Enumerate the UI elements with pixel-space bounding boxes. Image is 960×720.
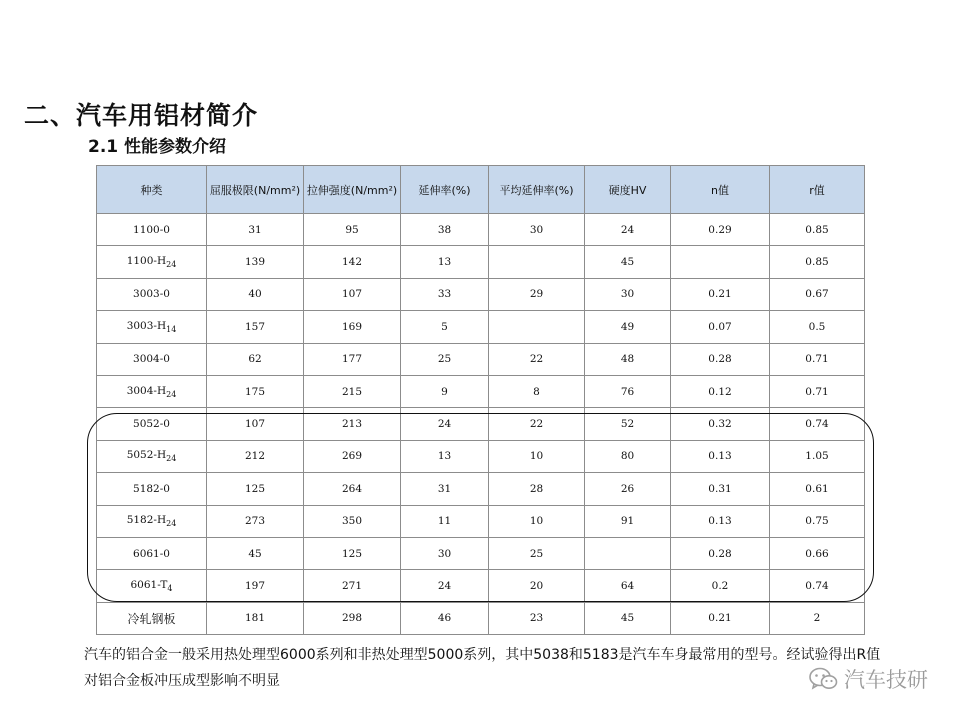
value-cell: 264 — [304, 473, 401, 505]
value-cell: 0.71 — [770, 375, 865, 407]
value-cell: 24 — [401, 408, 489, 440]
value-cell: 2 — [770, 602, 865, 634]
table-row — [97, 375, 865, 407]
value-cell: 0.5 — [770, 311, 865, 343]
value-cell: 298 — [304, 602, 401, 634]
table-body — [97, 214, 865, 635]
value-cell: 10 — [489, 440, 585, 472]
watermark-text: 汽车技研 — [844, 668, 928, 692]
value-cell: 0.85 — [770, 214, 865, 246]
column-header: r值 — [770, 166, 865, 214]
value-cell: 40 — [207, 278, 304, 310]
value-cell: 95 — [304, 214, 401, 246]
value-cell: 30 — [585, 278, 671, 310]
value-cell: 271 — [304, 570, 401, 602]
grade-cell: $3003-H_{14}$ — [97, 311, 207, 343]
value-cell: 26 — [585, 473, 671, 505]
value-cell: 269 — [304, 440, 401, 472]
value-cell: 273 — [207, 505, 304, 537]
value-cell: 25 — [489, 537, 585, 569]
value-cell: 0.61 — [770, 473, 865, 505]
value-cell: 0.29 — [671, 214, 770, 246]
grade-cell: 1100-0 — [97, 214, 207, 246]
value-cell — [489, 311, 585, 343]
value-cell: 46 — [401, 602, 489, 634]
value-cell: 0.32 — [671, 408, 770, 440]
table-row — [97, 570, 865, 602]
value-cell: 107 — [207, 408, 304, 440]
section-subheading: 2.1 性能参数介绍 — [88, 137, 227, 157]
value-cell: 125 — [207, 473, 304, 505]
value-cell: 215 — [304, 375, 401, 407]
section-heading: 二、汽车用铝材简介 — [24, 101, 259, 130]
value-cell: 62 — [207, 343, 304, 375]
grade-cell: $6061-T_4$ — [97, 570, 207, 602]
value-cell: 24 — [585, 214, 671, 246]
value-cell: 52 — [585, 408, 671, 440]
value-cell: 0.71 — [770, 343, 865, 375]
value-cell — [585, 537, 671, 569]
value-cell: 197 — [207, 570, 304, 602]
value-cell: 0.75 — [770, 505, 865, 537]
table-header-row — [97, 166, 865, 214]
value-cell: 181 — [207, 602, 304, 634]
value-cell: 25 — [401, 343, 489, 375]
grade-cell: 5182-0 — [97, 473, 207, 505]
table-row — [97, 408, 865, 440]
grade-cell: 6061-0 — [97, 537, 207, 569]
note-paragraph: 汽车的铝合金一般采用热处理型6000系列和非热处理型5000系列，其中5038和5183是汽车车身最常用的型号。经试验得出R值对铝合金板冲压成型影响不明显 — [84, 647, 881, 689]
watermark — [808, 664, 928, 694]
column-header: 拉伸强度(N/mm²) — [304, 166, 401, 214]
table-row — [97, 440, 865, 472]
table-row — [97, 214, 865, 246]
value-cell: 0.66 — [770, 537, 865, 569]
column-header: 延伸率(%) — [401, 166, 489, 214]
column-header: 平均延伸率(%) — [489, 166, 585, 214]
value-cell: 49 — [585, 311, 671, 343]
table-row — [97, 311, 865, 343]
value-cell: 0.13 — [671, 505, 770, 537]
value-cell — [489, 246, 585, 278]
column-header: 屈服极限(N/mm²) — [207, 166, 304, 214]
properties-table — [96, 165, 865, 635]
value-cell: 9 — [401, 375, 489, 407]
value-cell: 5 — [401, 311, 489, 343]
value-cell: 91 — [585, 505, 671, 537]
value-cell: 38 — [401, 214, 489, 246]
value-cell: 30 — [489, 214, 585, 246]
grade-cell: $3004-H_{24}$ — [97, 375, 207, 407]
value-cell: 80 — [585, 440, 671, 472]
value-cell: 0.85 — [770, 246, 865, 278]
value-cell: 213 — [304, 408, 401, 440]
value-cell: 64 — [585, 570, 671, 602]
value-cell: 0.28 — [671, 537, 770, 569]
value-cell: 139 — [207, 246, 304, 278]
grade-cell: $5182-H_{24}$ — [97, 505, 207, 537]
value-cell: 24 — [401, 570, 489, 602]
value-cell: 157 — [207, 311, 304, 343]
value-cell: 22 — [489, 343, 585, 375]
value-cell: 350 — [304, 505, 401, 537]
value-cell: 0.12 — [671, 375, 770, 407]
value-cell: 10 — [489, 505, 585, 537]
grade-cell: 3004-0 — [97, 343, 207, 375]
wechat-icon — [808, 666, 838, 692]
value-cell: 31 — [207, 214, 304, 246]
value-cell: 0.67 — [770, 278, 865, 310]
value-cell: 177 — [304, 343, 401, 375]
table-row — [97, 473, 865, 505]
value-cell: 0.28 — [671, 343, 770, 375]
value-cell: 169 — [304, 311, 401, 343]
value-cell — [671, 246, 770, 278]
value-cell: 20 — [489, 570, 585, 602]
grade-cell: 冷轧钢板 — [97, 602, 207, 634]
value-cell: 29 — [489, 278, 585, 310]
value-cell: 13 — [401, 440, 489, 472]
table-row — [97, 537, 865, 569]
grade-cell: $5052-H_{24}$ — [97, 440, 207, 472]
table-row — [97, 246, 865, 278]
value-cell: 212 — [207, 440, 304, 472]
table-row — [97, 343, 865, 375]
table-row — [97, 602, 865, 634]
value-cell: 142 — [304, 246, 401, 278]
value-cell: 33 — [401, 278, 489, 310]
value-cell: 1.05 — [770, 440, 865, 472]
value-cell: 48 — [585, 343, 671, 375]
value-cell: 76 — [585, 375, 671, 407]
value-cell: 45 — [585, 246, 671, 278]
value-cell: 45 — [207, 537, 304, 569]
grade-cell: 5052-0 — [97, 408, 207, 440]
column-header: n值 — [671, 166, 770, 214]
value-cell: 0.13 — [671, 440, 770, 472]
value-cell: 13 — [401, 246, 489, 278]
column-header: 种类 — [97, 166, 207, 214]
value-cell: 0.07 — [671, 311, 770, 343]
value-cell: 0.74 — [770, 570, 865, 602]
value-cell: 28 — [489, 473, 585, 505]
grade-cell: $1100-H_{24}$ — [97, 246, 207, 278]
value-cell: 11 — [401, 505, 489, 537]
value-cell: 22 — [489, 408, 585, 440]
grade-cell: 3003-0 — [97, 278, 207, 310]
value-cell: 0.21 — [671, 278, 770, 310]
table-row — [97, 505, 865, 537]
value-cell: 31 — [401, 473, 489, 505]
value-cell: 23 — [489, 602, 585, 634]
value-cell: 0.21 — [671, 602, 770, 634]
column-header: 硬度HV — [585, 166, 671, 214]
value-cell: 125 — [304, 537, 401, 569]
value-cell: 8 — [489, 375, 585, 407]
value-cell: 0.2 — [671, 570, 770, 602]
table-row — [97, 278, 865, 310]
value-cell: 107 — [304, 278, 401, 310]
value-cell: 30 — [401, 537, 489, 569]
value-cell: 175 — [207, 375, 304, 407]
value-cell: 45 — [585, 602, 671, 634]
value-cell: 0.31 — [671, 473, 770, 505]
value-cell: 0.74 — [770, 408, 865, 440]
